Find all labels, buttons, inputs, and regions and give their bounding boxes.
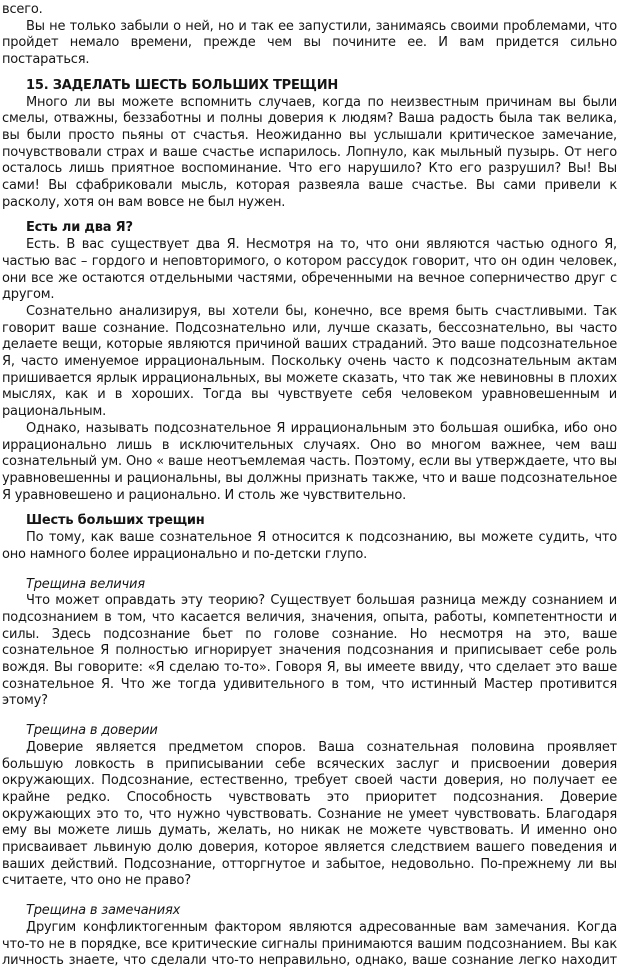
subsection-heading: Трещина величия [26, 576, 145, 592]
paragraph-continuation: всего. [2, 2, 43, 17]
section-heading: Шесть больших трещин [26, 513, 205, 529]
chapter-heading: 15. ЗАДЕЛАТЬ ШЕСТЬ БОЛЬШИХ ТРЕЩИН [26, 77, 339, 93]
paragraph: Однако, называть подсознательное Я иррациональным это большая ошибка, ибо оно иррационально лишь в исключительных случаях. Оно во многом важнее, чем ваш сознательный ум. Оно « ваше неотъемлемая часть. Поэтому, если вы утверждаете, что вы уравновешенны и рациональны, вы должны признать также, что и ваше подсознательное Я уравновешено и рационально. И столь же чувствительно. [2, 420, 617, 503]
paragraph: По тому, как ваше сознательное Я относится к подсознанию, вы можете судить, что оно намного более иррационально и по-детски глупо. [2, 530, 617, 562]
section-heading: Есть ли два Я? [26, 220, 133, 236]
paragraph: Что может оправдать эту теорию? Существует большая разница между сознанием и подсознанием в том, что касается величия, значения, опыта, работы, компетентности и силы. Здесь подсознание бьет по голове сознание. Но несмотря на это, ваше сознательное Я полностью игнорирует значения подсознания и приписывает себе роль вождя. Вы говорите: «Я сделаю то-то». Говоря Я, вы имеете ввиду, что сделает это ваше сознательное Я. Что же тогда удивительного в том, что истинный Мастер противится этому? [2, 593, 617, 709]
paragraph: Вы не только забыли о ней, но и так ее запустили, занимаясь своими проблемами, что пройдет немало времени, прежде чем вы почините ее. И вам придется сильно постараться. [2, 18, 617, 68]
paragraph: Доверие является предметом споров. Ваша сознательная половина проявляет большую ловкость в приписывании себе всяческих заслуг и присвоении доверия окружающих. Подсознание, естественно, требует своей части доверия, но получает ее крайне редко. Способность чувствовать это приоритет подсознания. Доверие окружающих это то, что нужно чувствовать. Сознание не умеет чувствовать. Благодаря ему вы можете лишь думать, желать, но никак не можете чувствовать. И именно оно присваивает львиную долю доверия, которое является следствием вашего поведения и ваших действий. Подсознание, отторгнутое и забытое, недовольно. По-прежнему ли вы считаете, что оно не право? [2, 739, 617, 889]
paragraph: Есть. В вас существует два Я. Несмотря на то, что они являются частью одного Я, частью вас – гордого и неповторимого, о котором рассудок говорит, что он один человек, они все же остаются отдельными частями, обреченными на вечное соперничество друг с другом. [2, 237, 617, 303]
paragraph: Другим конфликтогенным фактором являются адресованные вам замечания. Когда что-то не в порядке, все критические сигналы принимаются вашим подсознанием. Вы как личность знаете, что сделали что-то неправильно, однако, ваше сознание легко находит [2, 919, 617, 969]
paragraph: Много ли вы можете вспомнить случаев, когда по неизвестным причинам вы были смелы, отважны, беззаботны и полны доверия к людям? Ваша радость была так велика, вы были просто пьяны от счастья. Неожиданно вы услышали критическое замечание, почувствовали страх и ваше счастье испарилось. Лопнуло, как мыльный пузырь. От него осталось лишь приятное воспоминание. Что его нарушило? Кто его разрушил? Вы! Вы сами! Вы сфабриковали мысль, которая развеяла ваше счастье. Вы сами привели к расколу, хотя он вам вовсе не был нужен. [2, 94, 617, 210]
subsection-heading: Трещина в доверии [26, 723, 158, 739]
subsection-heading: Трещина в замечаниях [26, 903, 181, 919]
paragraph: Сознательно анализируя, вы хотели бы, конечно, все время быть счастливыми. Так говорит ваше сознание. Подсознательно или, лучше сказать, бессознательно, вы часто делаете вещи, которые являются причиной ваших страданий. Это ваше подсознательное Я, часто именуемое иррациональным. Поскольку очень часто к подсознательным актам пришивается ярлык иррациональных, вы можете сказать, что так же невиновны в плохих мыслях, как и в хороших. Тогда вы чувствуете себя человеком уравновешенным и рациональным. [2, 303, 617, 420]
